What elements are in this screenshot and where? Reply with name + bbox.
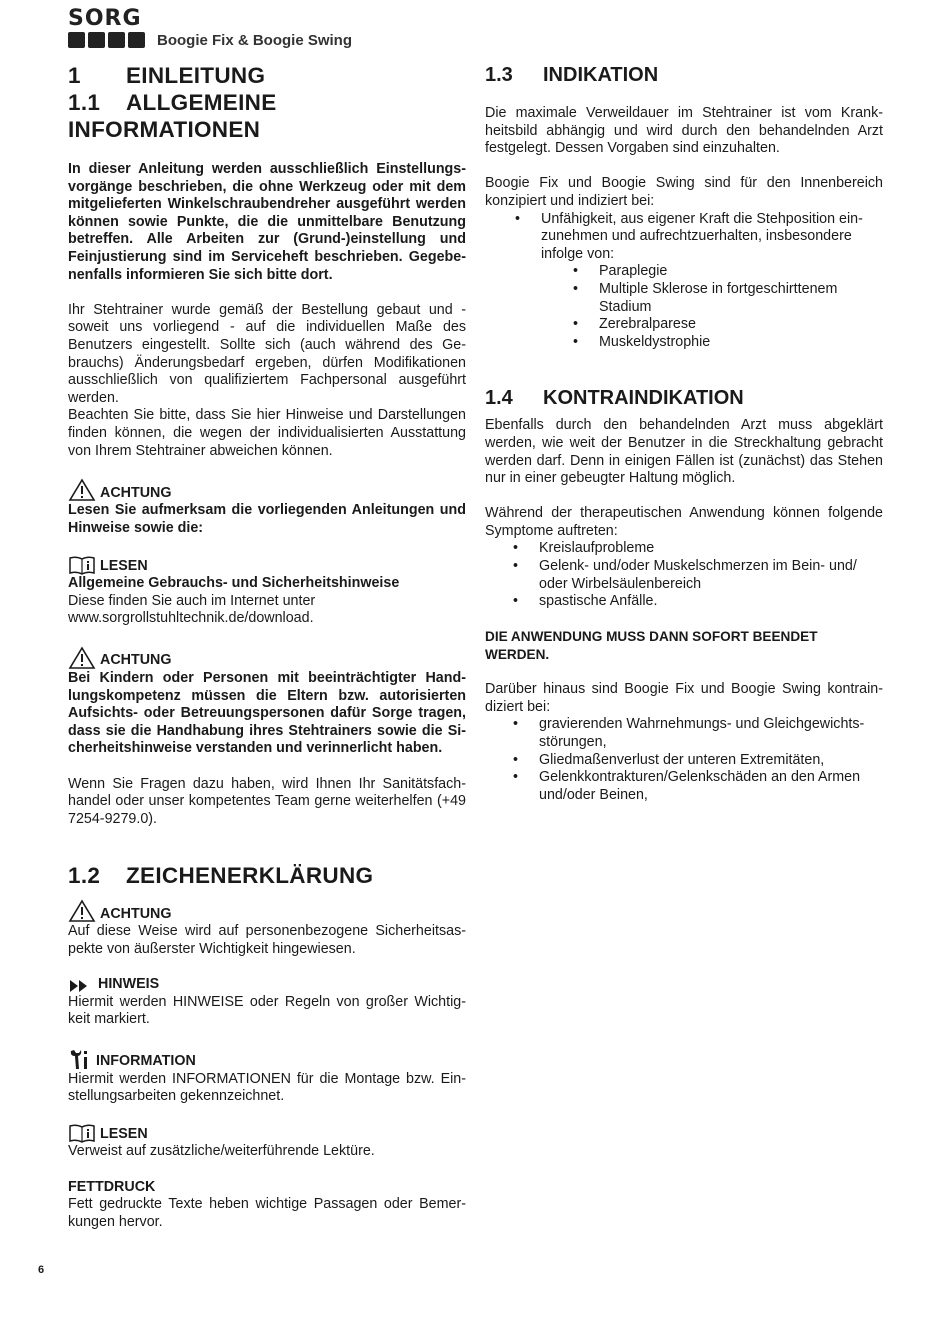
z-hinweis-label: HINWEIS (68, 976, 466, 994)
z-hinweis-text: Hiermit werden HINWEISE oder Regeln von großer Wichtigkeit markiert. (68, 993, 466, 1028)
lesen-text-1a: Diese finden Sie auch im Internet unter (68, 592, 316, 609)
ind-list (485, 211, 883, 352)
logo-text: SORG (68, 6, 142, 31)
symptom-list (485, 540, 883, 610)
right-column (485, 62, 883, 804)
achtung-text-1: Lesen Sie aufmerksam die vorliegenden Anleitungen und Hinweise sowie die: (68, 502, 466, 536)
list-item: • Gelenkkontrakturen/Gelenkschäden an den Armen und/oder Beinen, (539, 769, 883, 804)
list-item: • Muskeldystrophie (599, 334, 883, 352)
book-info-icon (68, 555, 96, 575)
lesen-bold-1: Allgemeine Gebrauchs- und Sicherheitshinweise (68, 575, 400, 592)
book-info-icon (68, 1123, 96, 1143)
heading-1-2: 1.2 ZEICHENERKLÄRUNG (68, 863, 374, 889)
intro-bold: In dieser Anleitung werden ausschließlich Einstellungsvorgänge beschrieben, die ohne Werkzeug oder mit dem mitgelieferten Winkelschraubendreher ausgeführt werden können sowie Punkte, die die unmittelbare Benutzung betreffen. Alle Arbeiten zur (Grund-)einstellung und Feinjustierung sind im Serviceheft beschrieben. Gegebenenfalls informieren Sie sich bitte dort. (68, 161, 466, 283)
page-number: 6 (38, 1264, 45, 1276)
achtung-label-1: ACHTUNG (68, 478, 466, 502)
contra-list (485, 716, 883, 804)
z-achtung-text: Auf diese Weise wird auf personenbezogene Sicherheitsaspekte von äußerster Wichtigkeit hingewiesen. (68, 923, 466, 957)
heading-1-4: 1.4 KONTRAINDIKATION (485, 387, 744, 410)
list-item: • Kreislaufprobleme (539, 540, 883, 558)
warning-icon (68, 899, 96, 923)
z-achtung-label: ACHTUNG (68, 899, 466, 923)
paragraph-2: Beachten Sie bitte, dass Sie hier Hinweise und Darstellungen finden können, die wegen der individualisierten Ausstattung von Ihrem Stehtrainer abweichen können. (68, 407, 466, 459)
download-link[interactable]: www.sorgrollstuhltechnik.de/download. (68, 610, 314, 627)
warning-icon (68, 646, 96, 670)
list-item: • Zerebralparese (599, 316, 883, 334)
ind-paragraph-2: Boogie Fix und Boogie Swing sind für den Innenbereich konzipiert und indiziert bei: (485, 175, 883, 209)
k-paragraph-3: Darüber hinaus sind Boogie Fix und Boogie Swing kontraindiziert bei: (485, 681, 883, 715)
sorg-logo (68, 6, 148, 46)
heading-1-3: 1.3 INDIKATION (485, 64, 659, 86)
double-arrow-icon (68, 978, 94, 994)
list-item: • gravierenden Wahrnehmungs- und Gleichgewichtsstörungen, (539, 716, 883, 751)
achtung-label-2: ACHTUNG (68, 646, 466, 670)
heading-1-1: 1.1 ALLGEMEINE INFORMATIONEN (68, 90, 277, 142)
wrench-info-icon (68, 1047, 92, 1071)
ind-paragraph-1: Die maximale Verweildauer im Stehtrainer ist vom Krankheitsbild abhängig und wird durch den behandelnden Arzt festgelegt. Dessen Vorgaben sind einzuhalten. (485, 105, 883, 157)
logo-blocks (68, 32, 145, 48)
warning-strong: DIE ANWENDUNG MUSS DANN SOFORT BEENDET WERDEN. (485, 629, 818, 663)
header-title: Boogie Fix & Boogie Swing (157, 32, 352, 49)
list-item: • Multiple Sklerose in fortgeschirttenem Stadium (599, 281, 883, 316)
list-item: • spastische Anfälle. (539, 593, 883, 611)
list-item: • Gliedmaßenverlust der unteren Extremitäten, (539, 752, 883, 770)
z-info-label: INFORMATION (68, 1047, 466, 1071)
achtung-text-2: Bei Kindern oder Personen mit beeinträchtigter Handlungskompetenz müssen die Eltern bzw. autorisierten Aufsichts- oder Betreuungspersonen dafür Sorge tragen, dass sie die Handhabung ihres Stehtrainers sowie die Sicherheitshinweise verstanden und verinnerlicht haben. (68, 670, 466, 757)
paragraph-3: Wenn Sie Fragen dazu haben, wird Ihnen Ihr Sanitätsfachhandel oder unser kompetentes Team gerne weiterhelfen (+49 7254-9279.0). (68, 775, 466, 827)
list-item: • Gelenk- und/oder Muskelschmerzen im Bein- und/ oder Wirbelsäulenbereich (539, 558, 883, 593)
list-item: • Unfähigkeit, aus eigener Kraft die Stehposition einzunehmen und aufrechtzuerhalten, insbesondere infolge von: • Paraplegie • Multiple Sklerose in fortgeschirttenem Stadium • Zerebralparese • Muskeldystrophie (541, 211, 883, 352)
paragraph-1: Ihr Stehtrainer wurde gemäß der Bestellung gebaut und - soweit uns vorliegend - auf die individuellen Maße des Benutzers eingestellt. Sollte sich (auch während des Gebrauchs) Änderungsbedarf ergeben, dürfen Modifikationen ausschließlich von qualifiziertem Fachpersonal ausgeführt werden. (68, 301, 466, 406)
left-column (68, 62, 466, 1231)
heading-1: 1 EINLEITUNG (68, 63, 266, 88)
lesen-label-1: LESEN (68, 555, 466, 575)
list-item: • Paraplegie (599, 263, 883, 281)
z-fett-text: Fett gedruckte Texte heben wichtige Passagen oder Bemerkungen hervor. (68, 1196, 466, 1230)
k-paragraph-2: Während der therapeutischen Anwendung können folgende Symptome auftreten: (485, 505, 883, 539)
z-lesen-label: LESEN (68, 1123, 466, 1143)
k-paragraph-1: Ebenfalls durch den behandelnden Arzt muss abgeklärt werden, wie weit der Benutzer in die Streckhaltung gebracht werden darf. Denn in einigen Fällen ist (zunächst) das Stehen nur in einer gebeugter Haltung möglich. (485, 417, 883, 487)
z-info-text: Hiermit werden INFORMATIONEN für die Montage bzw. Einstellungsarbeiten gekennzeichnet. (68, 1070, 466, 1105)
ind-sublist (541, 263, 883, 351)
z-lesen-text: Verweist auf zusätzliche/weiterführende Lektüre. (68, 1143, 375, 1160)
z-fett-label: FETTDRUCK (68, 1178, 156, 1195)
warning-icon (68, 478, 96, 502)
